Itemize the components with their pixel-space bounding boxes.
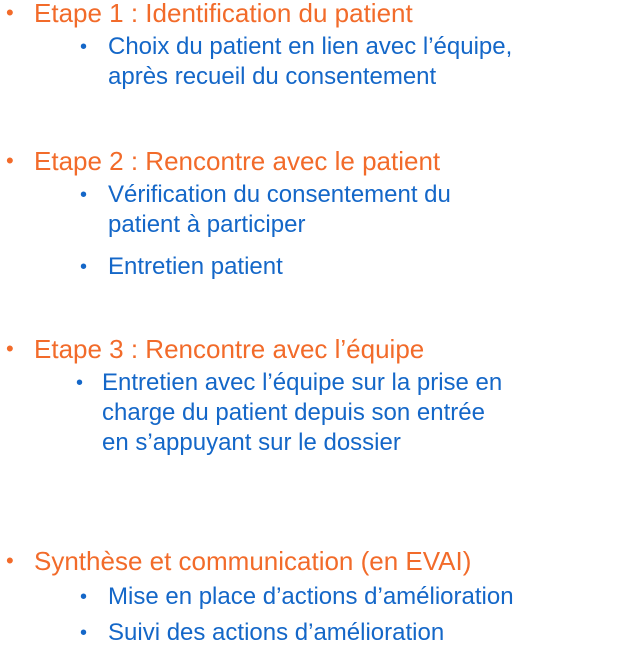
step-synthese [0,546,621,648]
item-text: Choix du patient en lien avec l’équipe, après recueil du consentement [108,33,513,90]
step-2 [0,146,621,282]
bullet-icon: • [6,0,14,25]
step-heading [0,0,621,28]
item-text: Entretien avec l’équipe sur la prise en charge du patient depuis son entrée en s’appuyant sur le dossier [102,369,503,456]
list-item [0,32,621,92]
step-title: Etape 2 : Rencontre avec le patient [34,146,441,176]
list-item [0,618,621,648]
list-item [0,180,621,240]
list-item [0,368,621,458]
bullet-icon: • [6,336,14,361]
bullet-icon: • [6,548,14,573]
item-text: Suivi des actions d’amélioration [108,619,445,646]
step-title: Etape 1 : Identification du patient [34,0,413,28]
step-heading [0,146,621,176]
step-3 [0,334,621,458]
item-text: Mise en place d’actions d’amélioration [108,583,514,610]
bullet-icon: • [6,148,14,173]
list-item [0,252,621,282]
step-title: Etape 3 : Rencontre avec l’équipe [34,334,425,364]
bullet-icon: • [76,372,84,394]
bullet-icon: • [80,256,88,278]
step-title: Synthèse et communication (en EVAI) [34,546,472,576]
step-heading [0,546,621,576]
step-heading [0,334,621,364]
item-text: Entretien patient [108,253,283,280]
bullet-icon: • [80,36,88,58]
bullet-icon: • [80,622,88,644]
item-text: Vérification du consentement du patient à participer [108,181,451,238]
bullet-icon: • [80,184,88,206]
step-1 [0,0,621,92]
bullet-icon: • [80,586,88,608]
list-item [0,582,621,612]
